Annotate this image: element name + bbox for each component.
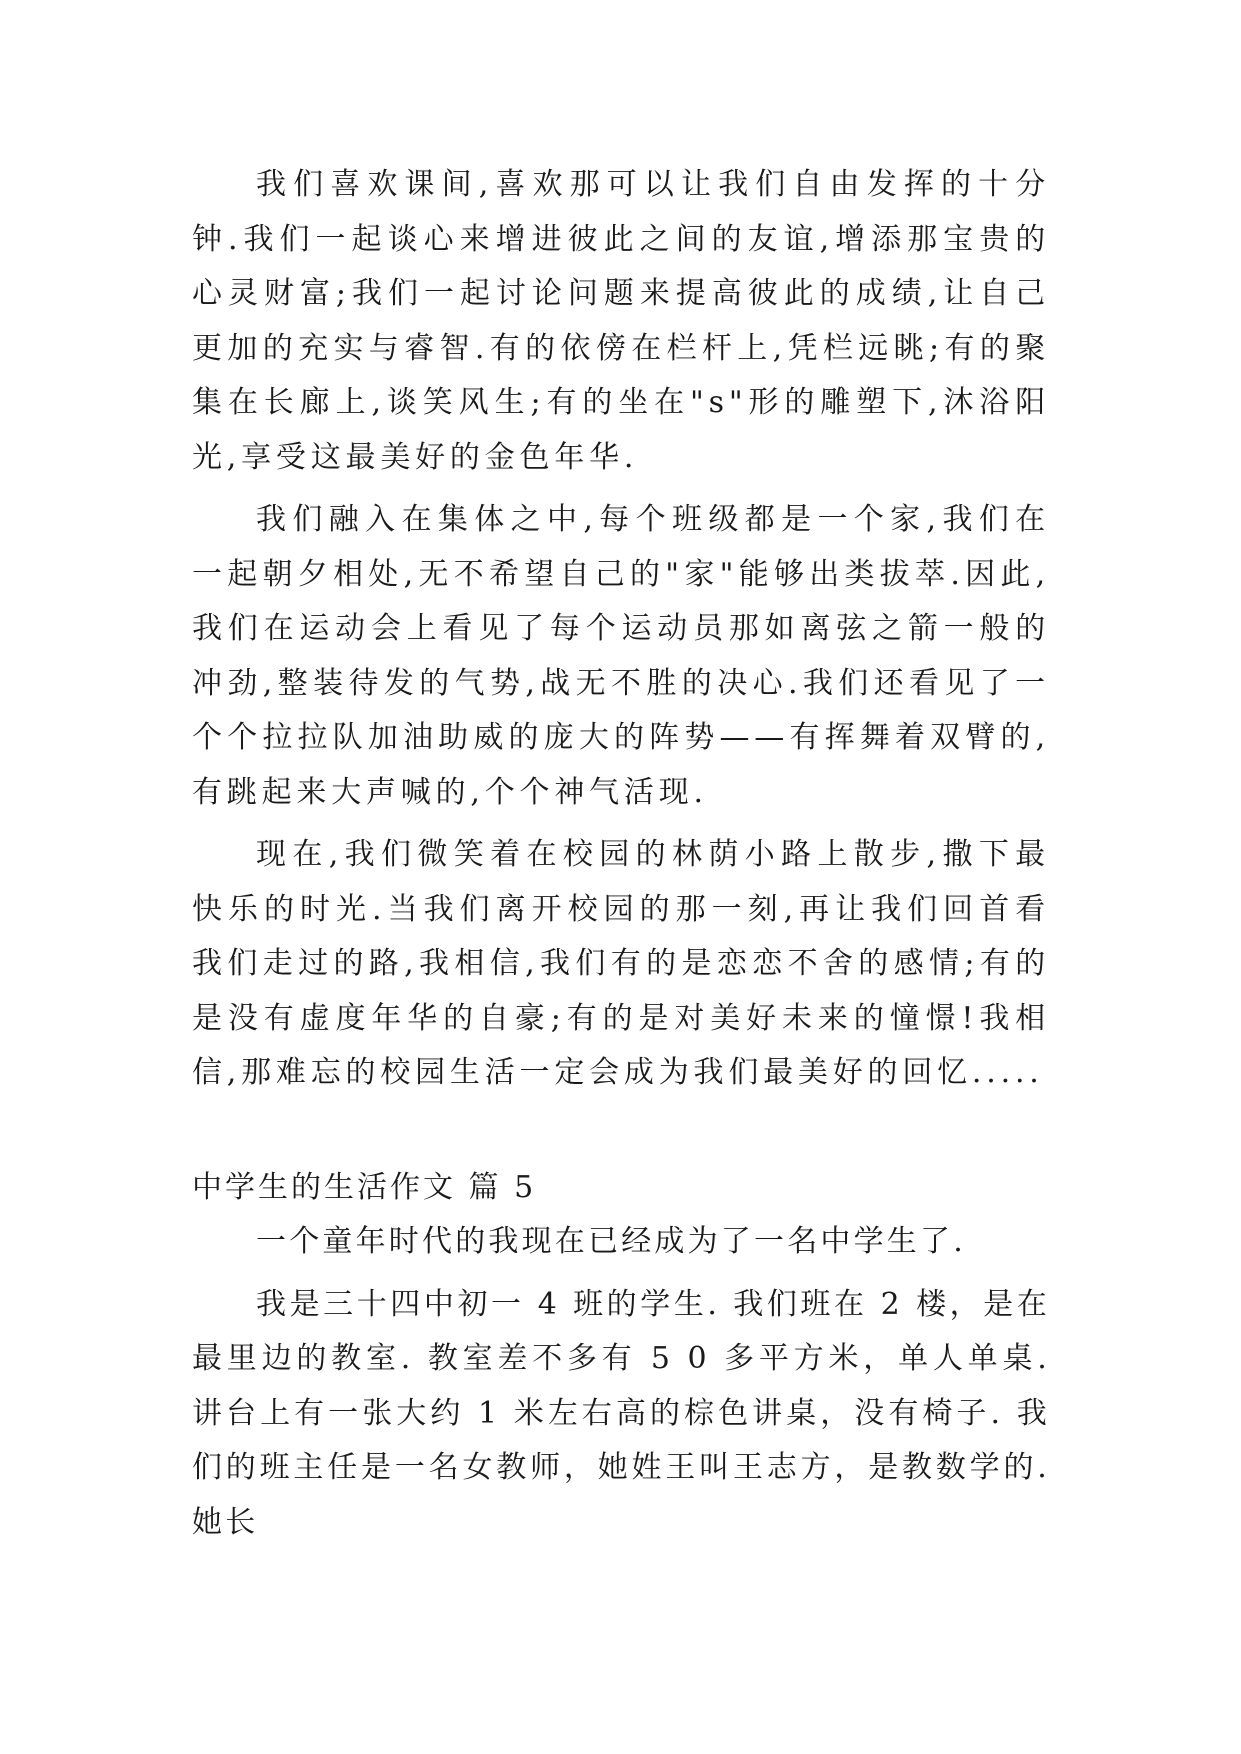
paragraph-memories: 现在,我们微笑着在校园的林荫小路上散步,撒下最快乐的时光.当我们离开校园的那一刻,再让我们回首看我们走过的路,我相信,我们有的是恋恋不舍的感情;有的是没有虚度年华的自豪;有的是对美好未来的憧憬!我相信,那难忘的校园生活一定会成为我们最美好的回忆.....: [192, 837, 1050, 1090]
paragraph-classroom: 我是三十四中初一 4 班的学生. 我们班在 2 楼，是在最里边的教室. 教室差不多有 5 0 多平方米，单人单桌. 讲台上有一张大约 1 米左右高的棕色讲桌，没有椅子. 我们的班主任是一名女教师，她姓王叫王志方，是教数学的. 她长: [192, 1286, 1050, 1540]
essay-section-5: [192, 1161, 1050, 1551]
paragraph-collective: 我们融入在集体之中,每个班级都是一个家,我们在一起朝夕相处,无不希望自己的"家"能够出类拔萃.因此,我们在运动会上看见了每个运动员那如离弦之箭一般的冲劲,整装待发的气势,战无不胜的决心.我们还看见了一个个拉拉队加油助威的庞大的阵势——有挥舞着双臂的,有跳起来大声喊的,个个神气活现.: [192, 502, 1050, 810]
paragraph-recess: 我们喜欢课间,喜欢那可以让我们自由发挥的十分钟.我们一起谈心来增进彼此之间的友谊,增添那宝贵的心灵财富;我们一起讨论问题来提高彼此的成绩,让自己更加的充实与睿智.有的依傍在栏杆上,凭栏远眺;有的聚集在长廊上,谈笑风生;有的坐在"s"形的雕塑下,沐浴阳光,享受这最美好的金色年华.: [192, 167, 1050, 475]
paragraph-intro: 一个童年时代的我现在已经成为了一名中学生了.: [256, 1224, 966, 1259]
document-body: [192, 158, 1050, 1550]
section-title: 中学生的生活作文 篇 5: [192, 1169, 537, 1205]
